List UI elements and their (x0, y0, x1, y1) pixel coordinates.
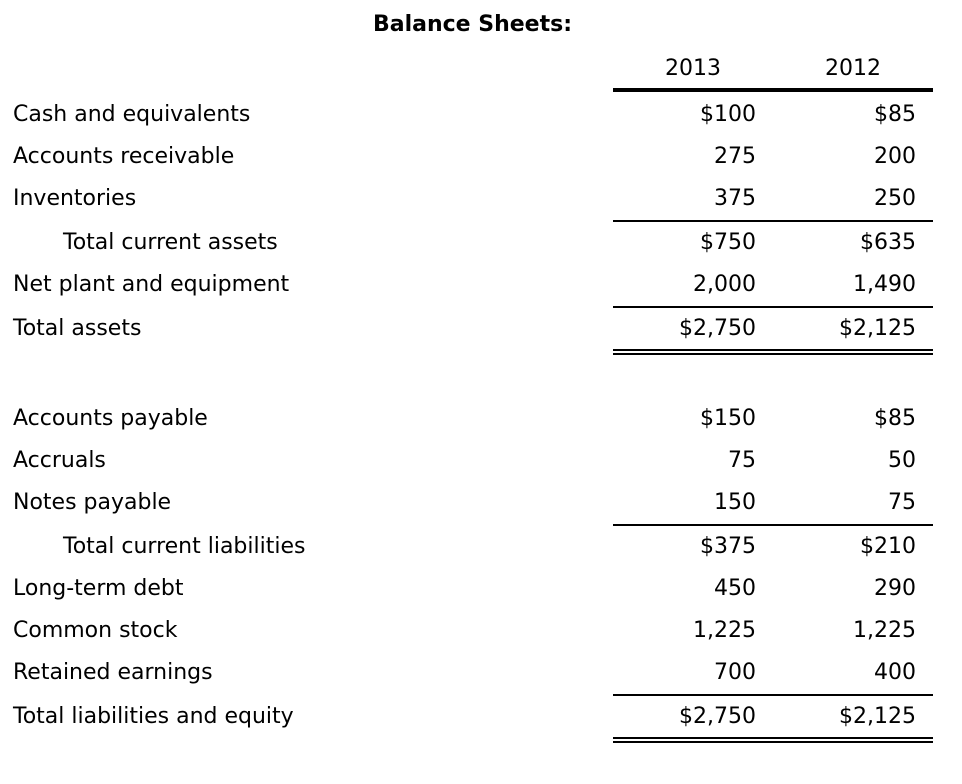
row-label: Accruals (13, 448, 106, 473)
value-2012: $2,125 (839, 704, 916, 729)
row-label: Cash and equivalents (13, 102, 251, 127)
table-row (0, 314, 962, 344)
page-title: Balance Sheets: (372, 12, 573, 37)
value-2012: 290 (874, 576, 916, 601)
row-label: Accounts receivable (13, 144, 235, 169)
row-label: Inventories (13, 186, 137, 211)
table-row (0, 702, 962, 732)
value-2012: $85 (874, 102, 916, 127)
subtotal-rule (613, 306, 933, 308)
row-label: Total liabilities and equity (13, 704, 294, 729)
value-2012: 75 (888, 490, 916, 515)
row-label: Notes payable (13, 490, 172, 515)
subtotal-rule (613, 524, 933, 526)
table-row (0, 228, 962, 258)
subtotal-rule (613, 694, 933, 696)
value-2013: $375 (700, 534, 756, 559)
column-header-2013: 2013 (665, 56, 721, 81)
value-2012: $2,125 (839, 316, 916, 341)
value-2012: $85 (874, 406, 916, 431)
value-2012: 400 (874, 660, 916, 685)
table-row (0, 446, 962, 476)
column-header-2012: 2012 (825, 56, 881, 81)
table-row (0, 532, 962, 562)
table-row (0, 142, 962, 172)
row-label: Long-term debt (13, 576, 184, 601)
table-row (0, 270, 962, 300)
table-row (0, 488, 962, 518)
row-label: Retained earnings (13, 660, 213, 685)
value-2013: $750 (700, 230, 756, 255)
table-row (0, 100, 962, 130)
table-row (0, 574, 962, 604)
row-label: Total assets (13, 316, 142, 341)
value-2012: 1,225 (853, 618, 916, 643)
value-2012: 50 (888, 448, 916, 473)
value-2012: $635 (860, 230, 916, 255)
value-2013: $2,750 (679, 316, 756, 341)
value-2013: 375 (714, 186, 756, 211)
row-label: Total current assets (63, 230, 278, 255)
row-label: Net plant and equipment (13, 272, 290, 297)
value-2013: $150 (700, 406, 756, 431)
value-2013: 150 (714, 490, 756, 515)
value-2012: 200 (874, 144, 916, 169)
table-row (0, 184, 962, 214)
total-double-rule (613, 349, 933, 355)
value-2013: 1,225 (693, 618, 756, 643)
table-row (0, 658, 962, 688)
row-label: Common stock (13, 618, 178, 643)
value-2013: 450 (714, 576, 756, 601)
value-2013: 700 (714, 660, 756, 685)
value-2013: $100 (700, 102, 756, 127)
value-2013: 2,000 (693, 272, 756, 297)
value-2013: 75 (728, 448, 756, 473)
total-double-rule (613, 737, 933, 743)
header-rule (613, 88, 933, 92)
value-2013: 275 (714, 144, 756, 169)
value-2013: $2,750 (679, 704, 756, 729)
table-row (0, 404, 962, 434)
row-label: Accounts payable (13, 406, 208, 431)
value-2012: 250 (874, 186, 916, 211)
table-row (0, 616, 962, 646)
subtotal-rule (613, 220, 933, 222)
value-2012: 1,490 (853, 272, 916, 297)
row-label: Total current liabilities (63, 534, 306, 559)
value-2012: $210 (860, 534, 916, 559)
